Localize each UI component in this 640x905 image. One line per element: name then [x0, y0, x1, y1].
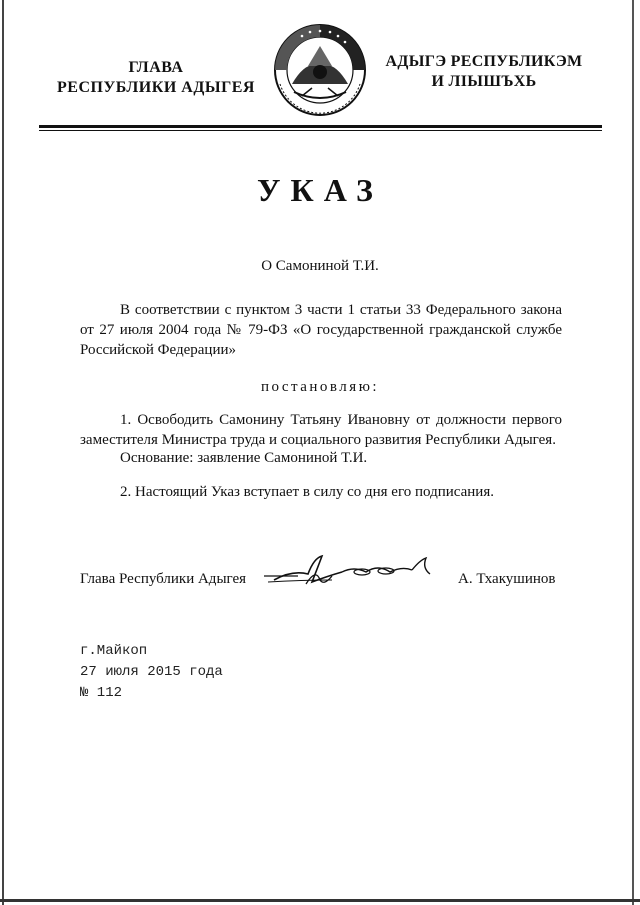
header-rule-thick — [39, 125, 602, 128]
header-right-line2: И ЛІЫШЪХЬ — [431, 73, 537, 90]
document-subject: О Самониной Т.И. — [261, 258, 379, 274]
decree-item-1: 1. Освободить Самонину Татьяну Ивановну от должности первого заместителя Министра труда и социального развития Республики Адыгея. — [80, 412, 562, 448]
footer-city: г.Майкоп — [80, 643, 148, 659]
decree-word: постановляю: — [260, 379, 380, 395]
header-right-line1: АДЫГЭ РЕСПУБЛИКЭМ — [385, 53, 583, 70]
preamble-paragraph: В соответствии с пунктом 3 части 1 статьи 33 Федерального закона от 27 июля 2004 года № 79-ФЗ «О государственной гражданской службе Российской Федерации» — [80, 302, 562, 358]
header-left — [40, 58, 272, 98]
header-rule-thin — [39, 130, 602, 131]
header-right — [378, 52, 590, 92]
footer-number: № 112 — [80, 685, 123, 701]
footer-date: 27 июля 2015 года — [80, 664, 223, 680]
scan-edge-bottom — [0, 899, 640, 902]
document-title: УКАЗ — [257, 172, 383, 208]
scan-edge-right — [632, 0, 634, 905]
header-left-line1: ГЛАВА — [128, 59, 184, 76]
signature-icon — [262, 550, 438, 596]
signatory-name: А. Тхакушинов — [458, 571, 556, 587]
coat-of-arms-icon — [272, 22, 368, 118]
decree-item-2: 2. Настоящий Указ вступает в силу со дня его подписания. — [120, 484, 494, 500]
signatory-position: Глава Республики Адыгея — [80, 571, 247, 587]
header-left-line2: РЕСПУБЛИКИ АДЫГЕЯ — [57, 79, 255, 96]
scan-edge-left — [2, 0, 4, 905]
decree-basis: Основание: заявление Самониной Т.И. — [120, 450, 368, 466]
